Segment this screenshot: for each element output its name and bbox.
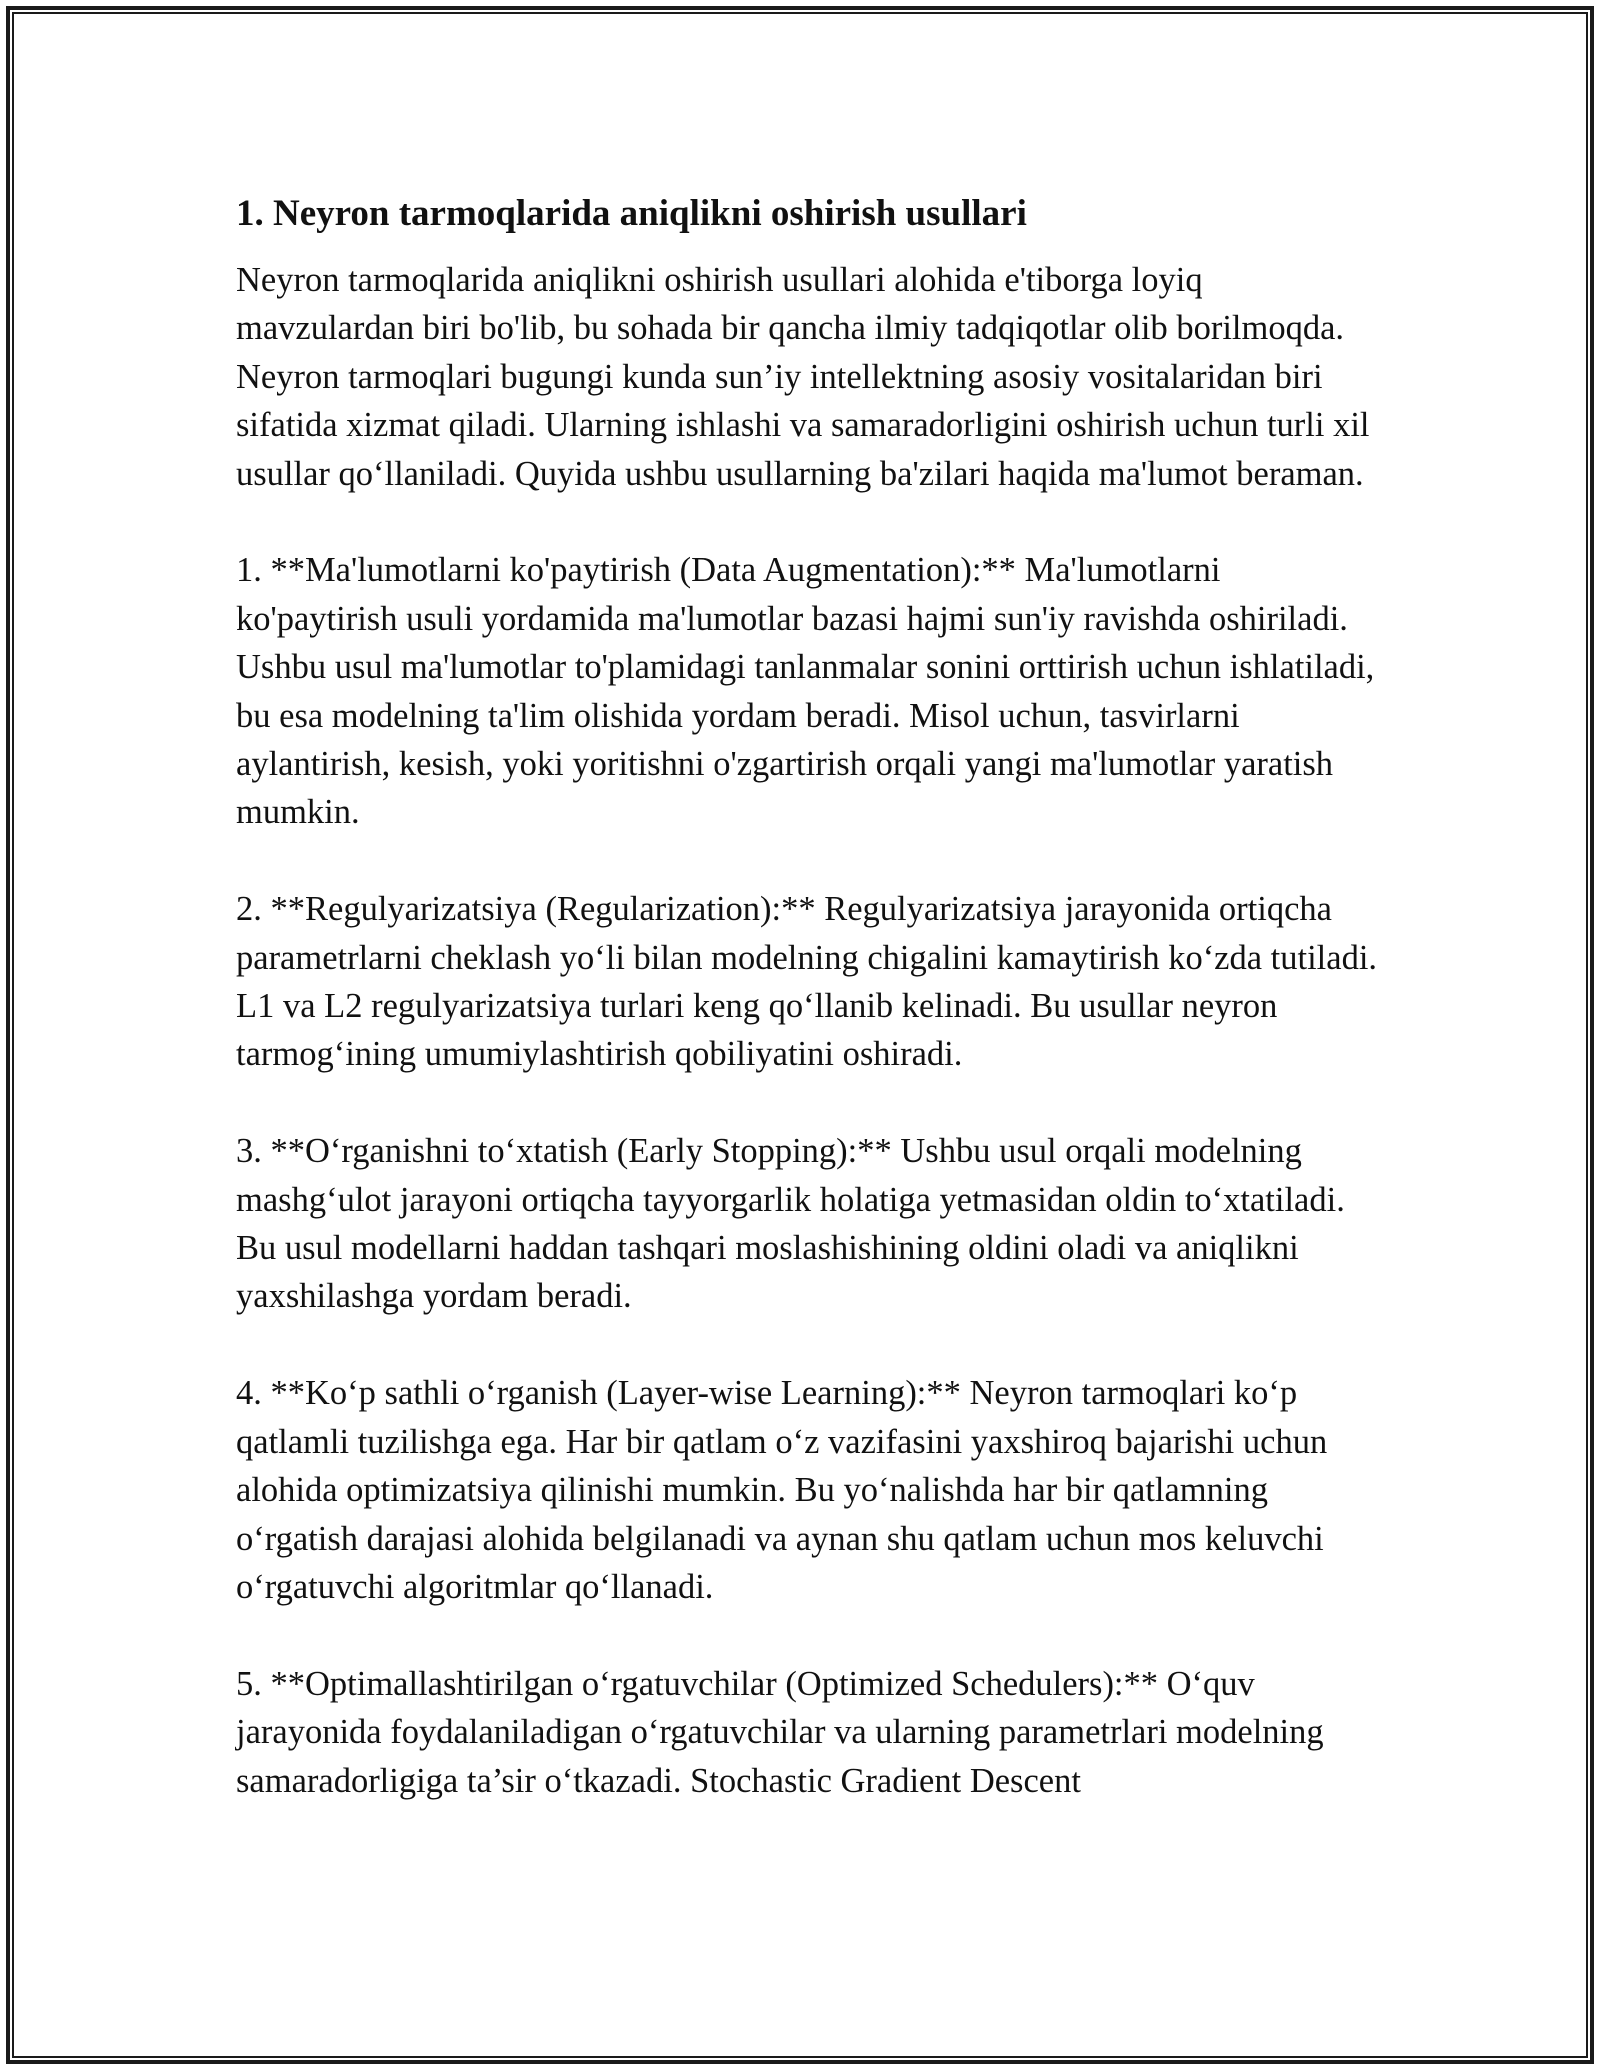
document-body <box>236 186 1386 1853</box>
list-item-early-stopping: 3. **O‘rganishni to‘xtatish (Early Stopping):** Ushbu usul orqali modelning mashg‘ulot jarayoni ortiqcha tayyorgarlik holatiga yetmasidan oldin to‘xtatiladi. Bu usul modellarni haddan tashqari moslashishining oldini oladi va aniqlikni yaxshilashga yordam beradi. <box>236 1132 1345 1316</box>
list-item-optimized-schedulers: 5. **Optimallashtirilgan o‘rgatuvchilar (Optimized Schedulers):** O‘quv jarayonida foydalaniladigan o‘rgatuvchilar va ularning parametrlari modelning samaradorligiga ta’sir o‘tkazadi. Stochastic Gradient Descent <box>236 1664 1324 1800</box>
list-item-regularization: 2. **Regulyarizatsiya (Regularization):** Regulyarizatsiya jarayonida ortiqcha parametrlarni cheklash yo‘li bilan modelning chigalini kamaytirish ko‘zda tutiladi. L1 va L2 regulyarizatsiya turlari keng qo‘llanib kelinadi. Bu usullar neyron tarmog‘ining umumiylashtirish qobiliyatini oshiradi. <box>236 890 1378 1074</box>
section-heading: 1. Neyron tarmoqlarida aniqlikni oshirish usullari <box>236 193 1027 234</box>
list-item-data-augmentation: 1. **Ma'lumotlarni ko'paytirish (Data Augmentation):** Ma'lumotlarni ko'paytirish usuli yordamida ma'lumotlar bazasi hajmi sun'iy ravishda oshiriladi. Ushbu usul ma'lumotlar to'plamidagi tanlanmalar sonini orttirish uchun ishlatiladi, bu esa modelning ta'lim olishida yordam beradi. Misol uchun, tasvirlarni aylantirish, kesish, yoki yoritishni o'zgartirish orqali yangi ma'lumotlar yaratish mumkin. <box>236 551 1375 832</box>
intro-paragraph: Neyron tarmoqlarida aniqlikni oshirish usullari alohida e'tiborga loyiq mavzulardan biri bo'lib, bu sohada bir qancha ilmiy tadqiqotlar olib borilmoqda. Neyron tarmoqlari bugungi kunda sun’iy intellektning asosiy vositalaridan biri sifatida xizmat qiladi. Ularning ishlashi va samaradorligini oshirish uchun turli xil usullar qo‘llaniladi. Quyida ushbu usullarning ba'zilari haqida ma'lumot beraman. <box>236 261 1370 493</box>
list-item-layer-wise-learning: 4. **Ko‘p sathli o‘rganish (Layer-wise Learning):** Neyron tarmoqlari ko‘p qatlamli tuzilishga ega. Har bir qatlam o‘z vazifasini yaxshiroq bajarishi uchun alohida optimizatsiya qilinishi mumkin. Bu yo‘nalishda har bir qatlamning o‘rgatish darajasi alohida belgilanadi va aynan shu qatlam uchun mos keluvchi o‘rgatuvchi algoritmlar qo‘llanadi. <box>236 1374 1328 1606</box>
